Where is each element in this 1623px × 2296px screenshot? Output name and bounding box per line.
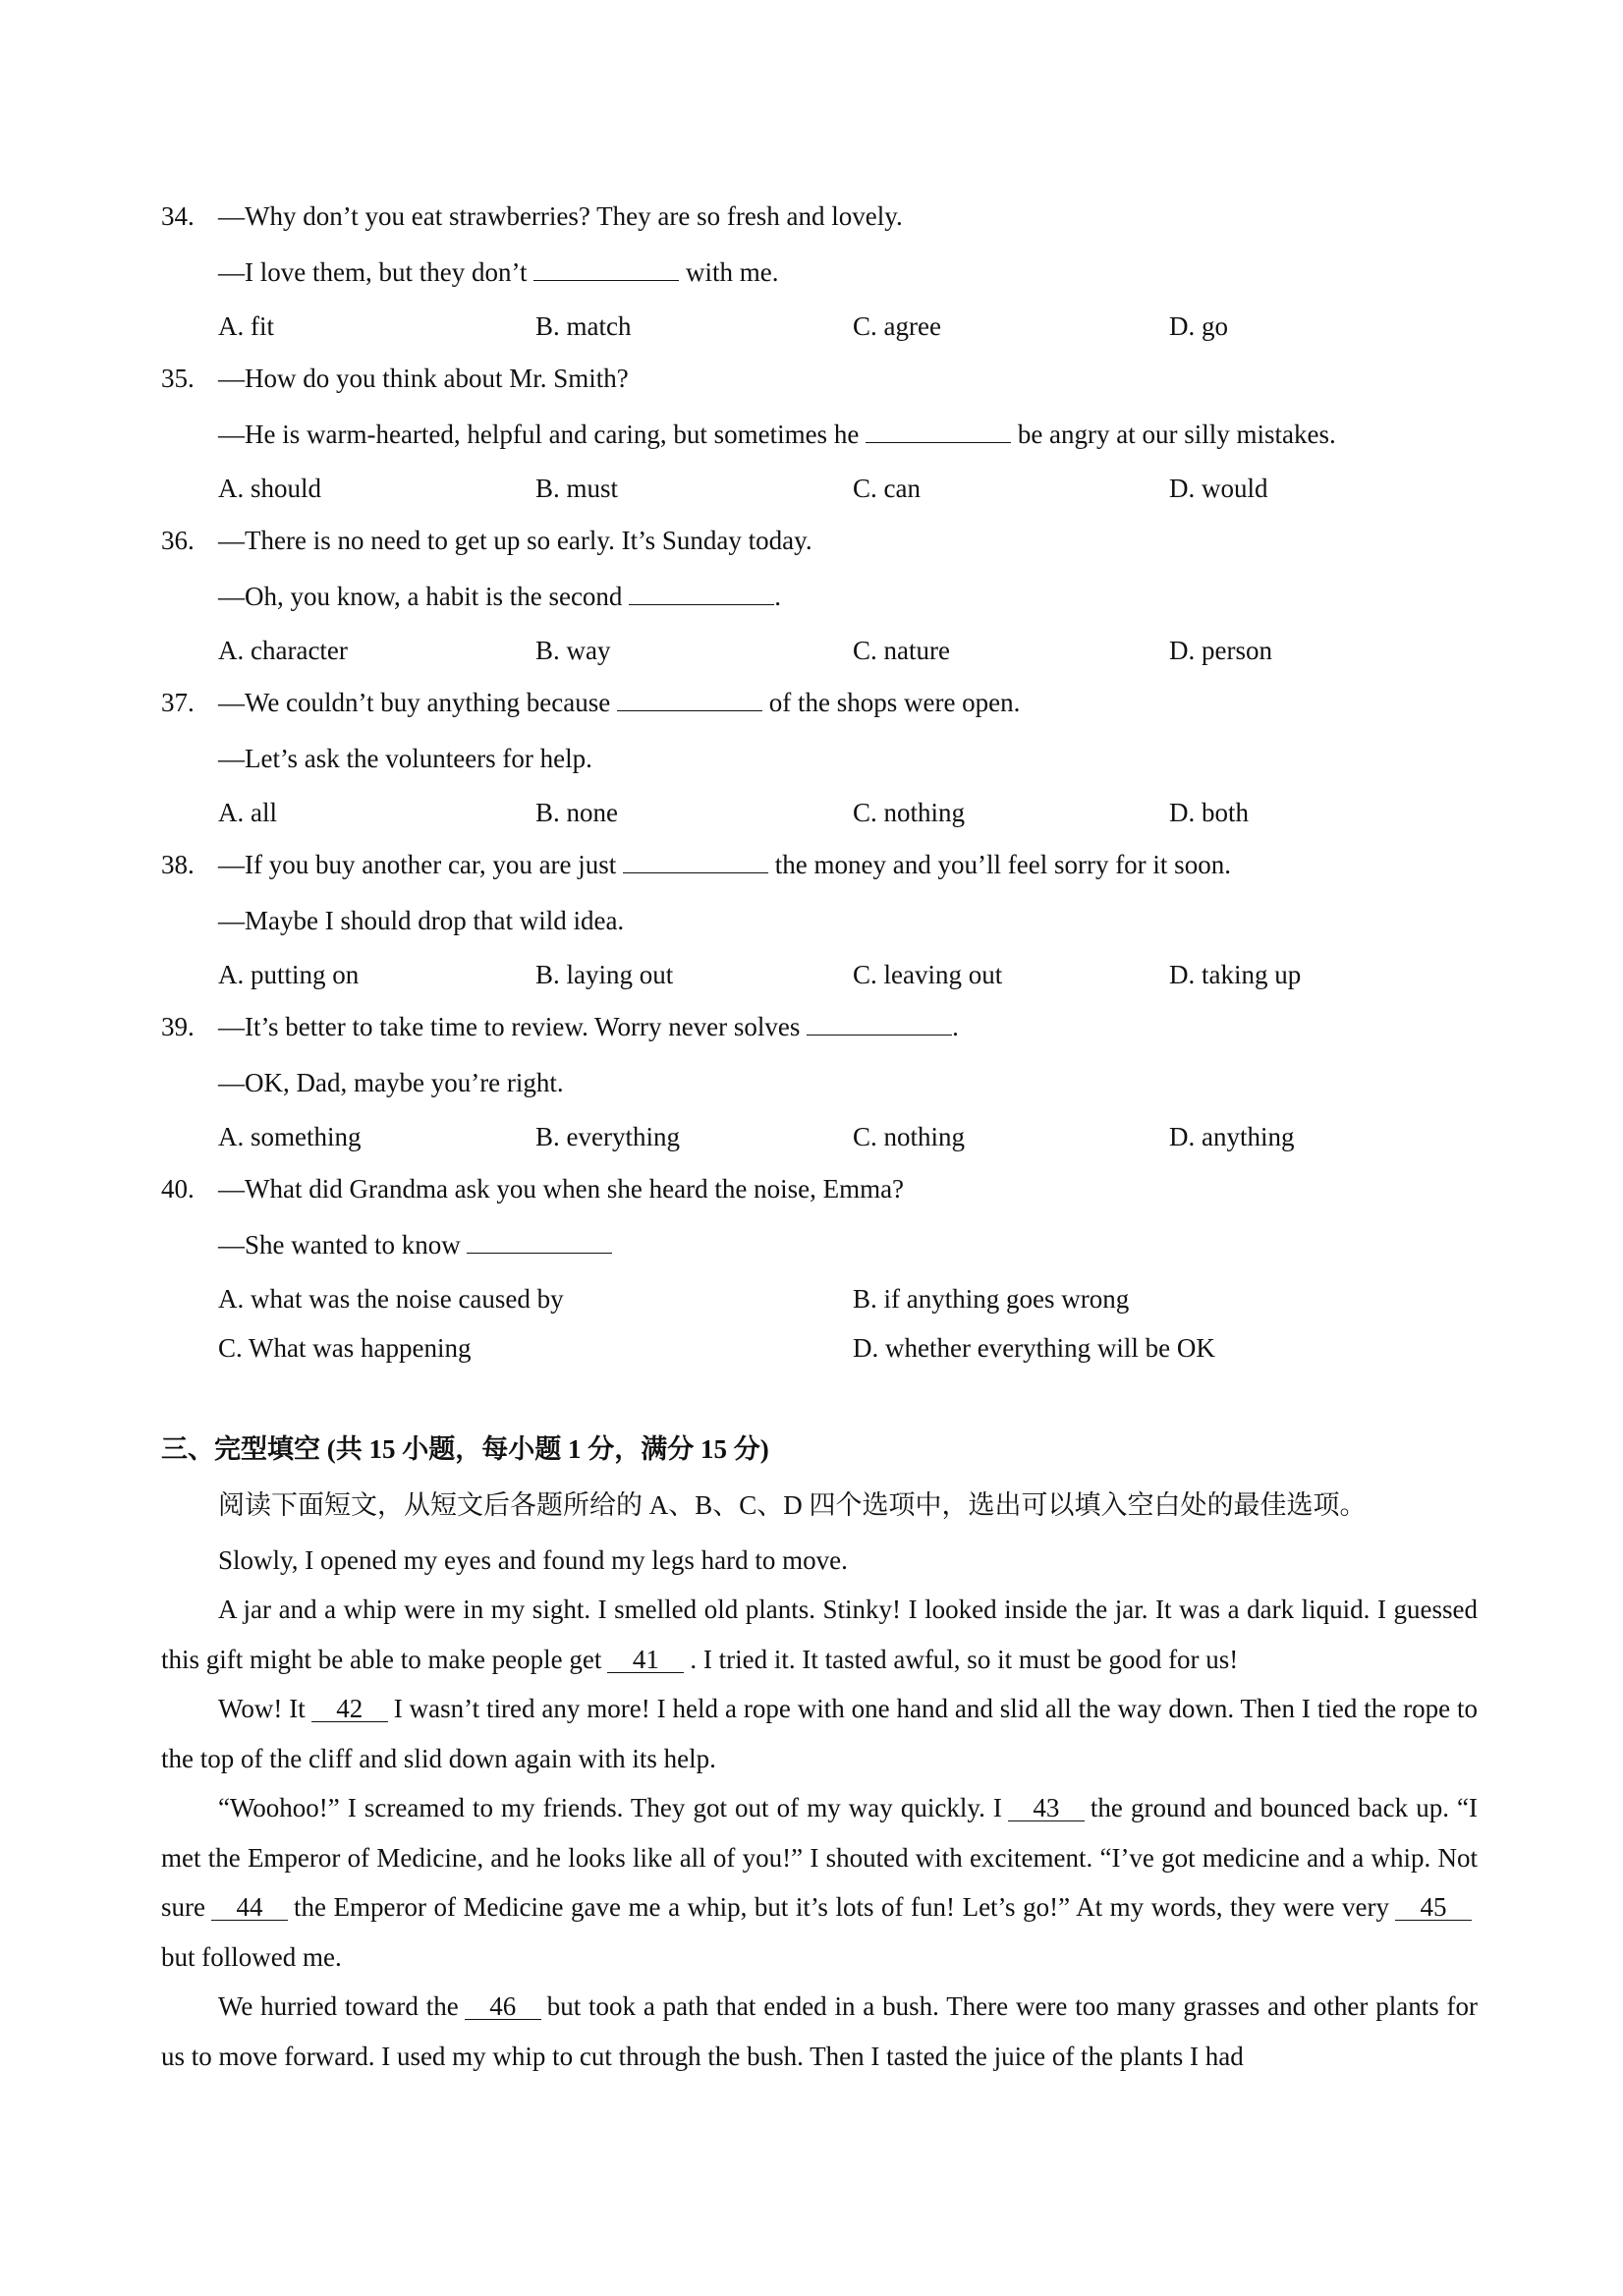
blank-46: 46	[465, 1993, 541, 2020]
question-stem: —How do you think about Mr. Smith?	[218, 364, 629, 393]
option-d: D. both	[1169, 798, 1249, 827]
answer-blank	[866, 419, 1011, 443]
blank-43: 43	[1008, 1795, 1085, 1821]
answer-blank	[807, 1011, 952, 1036]
option-c: C. nature	[853, 636, 950, 665]
option-d: D. go	[1169, 311, 1228, 341]
question-number: 37.	[161, 688, 195, 717]
option-a: A. something	[218, 1122, 362, 1151]
passage-paragraph-1: Slowly, I opened my eyes and found my legs hard to move.	[218, 1545, 848, 1575]
option-c: C. nothing	[853, 798, 966, 827]
option-a: A. what was the noise caused by	[218, 1284, 564, 1314]
passage-paragraph-5: We hurried toward the 46 but took a path that ended in a bush. There were too many grasses and other plants for us to move forward. I used my whip to cut through the bush. Then I tasted the juice of the plants I had	[161, 1991, 1479, 2071]
blank-45: 45	[1395, 1894, 1472, 1921]
question-37-reply: —Let’s ask the volunteers for help.	[218, 744, 592, 773]
question-39-reply: —OK, Dad, maybe you’re right.	[218, 1068, 564, 1097]
option-b: B. if anything goes wrong	[853, 1284, 1130, 1314]
passage-paragraph-3: Wow! It 42 I wasn’t tired any more! I held a rope with one hand and slid all the way down. Then I tied the rope to the top of the cliff and slid down again with its help.	[161, 1694, 1478, 1773]
section-title: 三、完型填空 (共 15 小题，每小题 1 分，满分 15 分)	[161, 1434, 769, 1464]
option-a: A. putting on	[218, 960, 360, 989]
option-a: A. fit	[218, 311, 274, 341]
option-d: D. whether everything will be OK	[853, 1333, 1215, 1363]
answer-blank	[623, 849, 768, 873]
question-40-reply: —She wanted to know	[218, 1228, 612, 1261]
question-34-reply: —I love them, but they don’t with me.	[218, 257, 779, 287]
question-number: 34.	[161, 201, 195, 231]
option-d: D. taking up	[1169, 960, 1302, 989]
question-number: 35.	[161, 364, 195, 393]
question-number: 36.	[161, 526, 195, 555]
answer-blank	[629, 581, 774, 605]
blank-41: 41	[607, 1647, 684, 1673]
question-stem: —If you buy another car, you are just the money and you’ll feel sorry for it soon.	[218, 850, 1231, 879]
option-b: B. must	[535, 474, 619, 503]
option-d: D. anything	[1169, 1122, 1295, 1151]
question-number: 39.	[161, 1012, 195, 1041]
option-b: B. way	[535, 636, 611, 665]
option-a: A. all	[218, 798, 277, 827]
option-a: A. character	[218, 636, 348, 665]
blank-44: 44	[211, 1894, 288, 1921]
answer-blank	[467, 1229, 612, 1254]
option-c: C. What was happening	[218, 1333, 472, 1363]
option-c: C. nothing	[853, 1122, 966, 1151]
option-b: B. none	[535, 798, 618, 827]
question-35-reply: —He is warm-hearted, helpful and caring, but sometimes he be angry at our silly mistakes.	[218, 420, 1336, 449]
option-a: A. should	[218, 474, 322, 503]
option-d: D. would	[1169, 474, 1268, 503]
option-d: D. person	[1169, 636, 1272, 665]
question-stem: —There is no need to get up so early. It’s Sunday today.	[218, 526, 812, 555]
question-stem: —What did Grandma ask you when she heard the noise, Emma?	[218, 1174, 905, 1204]
answer-blank	[533, 256, 679, 281]
option-b: B. everything	[535, 1122, 680, 1151]
blank-42: 42	[311, 1696, 388, 1722]
question-38-reply: —Maybe I should drop that wild idea.	[218, 906, 625, 935]
option-b: B. match	[535, 311, 632, 341]
section-instruction: 阅读下面短文，从短文后各题所给的 A、B、C、D 四个选项中，选出可以填入空白处的最佳选项。	[218, 1490, 1367, 1520]
question-stem: —It’s better to take time to review. Worry never solves .	[218, 1012, 959, 1041]
option-c: C. leaving out	[853, 960, 1003, 989]
option-c: C. agree	[853, 311, 941, 341]
answer-blank	[617, 687, 762, 711]
option-c: C. can	[853, 474, 921, 503]
question-36-reply: —Oh, you know, a habit is the second .	[218, 582, 781, 611]
passage-paragraph-2: A jar and a whip were in my sight. I smelled old plants. Stinky! I looked inside the jar. It was a dark liquid. I guessed this gift might be able to make people get 41 . I tried it. It tasted awful, so it must be good for us!	[161, 1595, 1478, 1674]
question-number: 40.	[161, 1174, 195, 1204]
option-b: B. laying out	[535, 960, 674, 989]
passage-paragraph-4: “Woohoo!” I screamed to my friends. They got out of my way quickly. I 43 the ground and bounced back up. “I met the Emperor of Medicine, and he looks like all of you!” I shouted with excitement. “I’ve got medicine and a whip. Not sure 44 the Emperor of Medicine gave me a whip, but it’s lots of fun! Let’s go!” At my words, they were very 45but followed me.	[161, 1793, 1478, 1972]
question-stem: —We couldn’t buy anything because of the shops were open.	[218, 688, 1021, 717]
question-number: 38.	[161, 850, 195, 879]
question-stem: —Why don’t you eat strawberries? They are so fresh and lovely.	[218, 201, 903, 231]
